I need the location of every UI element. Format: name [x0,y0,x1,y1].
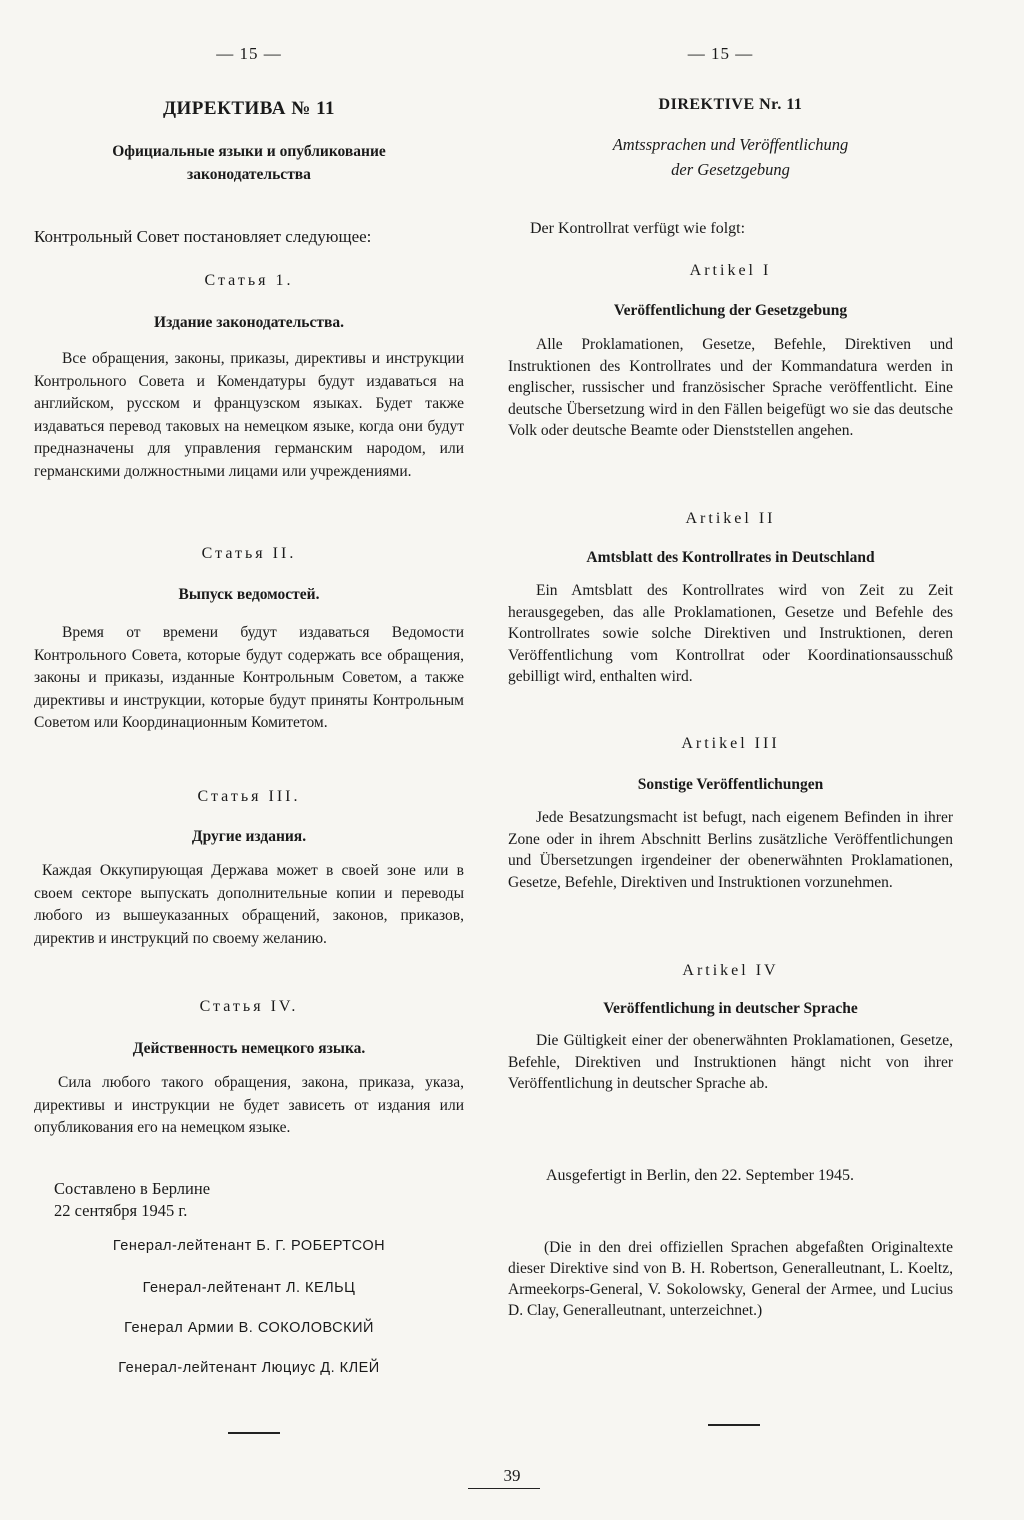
article-text: Jede Besatzungsmacht ist befugt, nach eigenem Befinden in ihrer Zone oder in ihrem Abschnitt Berlins zusätzliche Veröffentlichungen und Übersetzungen irgendeiner der obenerwähnten Proklamationen, Gesetze, Befehle, Direktiven und Instruktionen vorzunehmen. [508,809,953,891]
page-number [0,1466,1024,1486]
directive-subtitle: Amtssprachen und Veröffentlichung [612,135,849,154]
article-text: Alle Proklamationen, Gesetze, Befehle, Direktiven und Instruktionen des Kontrollrates und der Kommandatura werden in englischer, russischer und französischer Sprache veröffentlicht. Eine deutsche Übersetzung wird in den Fällen beigefügt wo sie das deutsche Volk oder deutsche Beamte oder Dienststellen angehen. [508,336,953,439]
article-label: Статья II. [201,545,297,562]
signatories-note: (Die in den drei offiziellen Sprachen abgefaßten Originaltexte dieser Direktive sind von B. H. Robertson, Generalleutnant, L. Koeltz, Armeekorps-General, V. Sokolowsky, General der Armee, und Lucius D. Clay, Generalleutnant, unterzeichnet.) [508,1239,953,1319]
article-label: Статья 1. [204,272,294,289]
page-header-number: — 15 — [216,44,282,63]
article-heading: Выпуск ведомостей. [178,586,320,603]
article-text: Die Gültigkeit einer der obenerwähnten Proklamationen, Gesetze, Befehle, Direktiven und Instruktionen hängt nicht von ihrer Veröffentlichung in deutscher Sprache ab. [508,1032,953,1092]
article-heading: Издание законодательства. [154,314,344,331]
article-heading: Действенность немецкого языка. [132,1040,366,1057]
place-of-issue: Составлено в Берлине [54,1179,211,1198]
article-heading: Veröffentlichung in deutscher Sprache [603,1000,858,1017]
signature: Генерал-лейтенант Б. Г. РОБЕРТСОН [112,1238,386,1254]
article-heading: Veröffentlichung der Gesetzgebung [613,302,848,319]
page-header-number: — 15 — [687,44,754,63]
directive-subtitle: Официальные языки и опубликование законодательства [112,143,386,183]
page-number-rule [468,1488,540,1489]
article-label: Artikel III [681,735,780,752]
place-and-date: Ausgefertigt in Berlin, den 22. September 1945. [546,1167,854,1184]
directive-title: DIREKTIVE Nr. 11 [658,96,803,113]
end-rule [708,1424,760,1426]
article-label: Artikel II [685,510,776,527]
article-label: Artikel I [689,262,772,279]
article-heading: Sonstige Veröffentlichungen [637,776,824,793]
date-of-issue: 22 сентября 1945 г. [54,1201,188,1220]
article-text: Время от времени будут издаваться Ведомости Контрольного Совета, которые будут содержать все обращения, законы и приказы, изданные Контрольным Советом, а также директивы и инструкции, которые будут приняты Контрольным Советом или Координационным Комитетом. [34,624,464,731]
end-rule [228,1432,280,1434]
article-text: Ein Amtsblatt des Kontrollrates wird von Zeit zu Zeit herausgegeben, das alle Proklamationen, Gesetze und Befehle des Kontrollrates sowie solche Direktiven und Instruktionen, deren Veröffentlichung vom Kontrollrat oder Koordinationsausschuß gebilligt wird, enthalten wird. [508,582,953,685]
article-text: Каждая Оккупирующая Держава может в своей зоне или в своем секторе выпускать дополнительные копии и переводы любого из вышеуказанных обращений, законов, приказов, директив и инструкций по своему желанию. [34,862,464,947]
article-text: Сила любого такого обращения, закона, приказа, указа, директивы и инструкции не будет зависеть от издания или опубликования его на немецком языке. [34,1074,464,1136]
article-heading: Amtsblatt des Kontrollrates in Deutschland [586,549,875,566]
article-label: Artikel IV [682,962,779,979]
directive-title: ДИРЕКТИВА № 11 [162,98,336,119]
article-label: Статья III. [197,788,301,805]
lead-sentence: Der Kontrollrat verfügt wie folgt: [530,220,746,237]
signature: Генерал-лейтенант Люциус Д. КЛЕЙ [118,1360,380,1376]
directive-subtitle: der Gesetzgebung [671,160,790,179]
article-text: Все обращения, законы, приказы, директивы и инструкции Контрольного Совета и Комендатуры будут издаваться на английском, русском и французском языках. Будет также издаваться перевод таковых на немецком языке, когда они будут предназначены для управления германским народом, или германскими должностными лицами или учреждениями. [34,350,464,480]
article-heading: Другие издания. [191,828,307,845]
article-label: Статья IV. [199,998,299,1015]
lead-sentence: Контрольный Совет постановляет следующее: [34,227,372,246]
signature: Генерал-лейтенант Л. КЕЛЬЦ [142,1280,356,1296]
signature: Генерал Армии В. СОКОЛОВСКИЙ [124,1320,374,1336]
page-number-text: 39 [503,1466,521,1485]
